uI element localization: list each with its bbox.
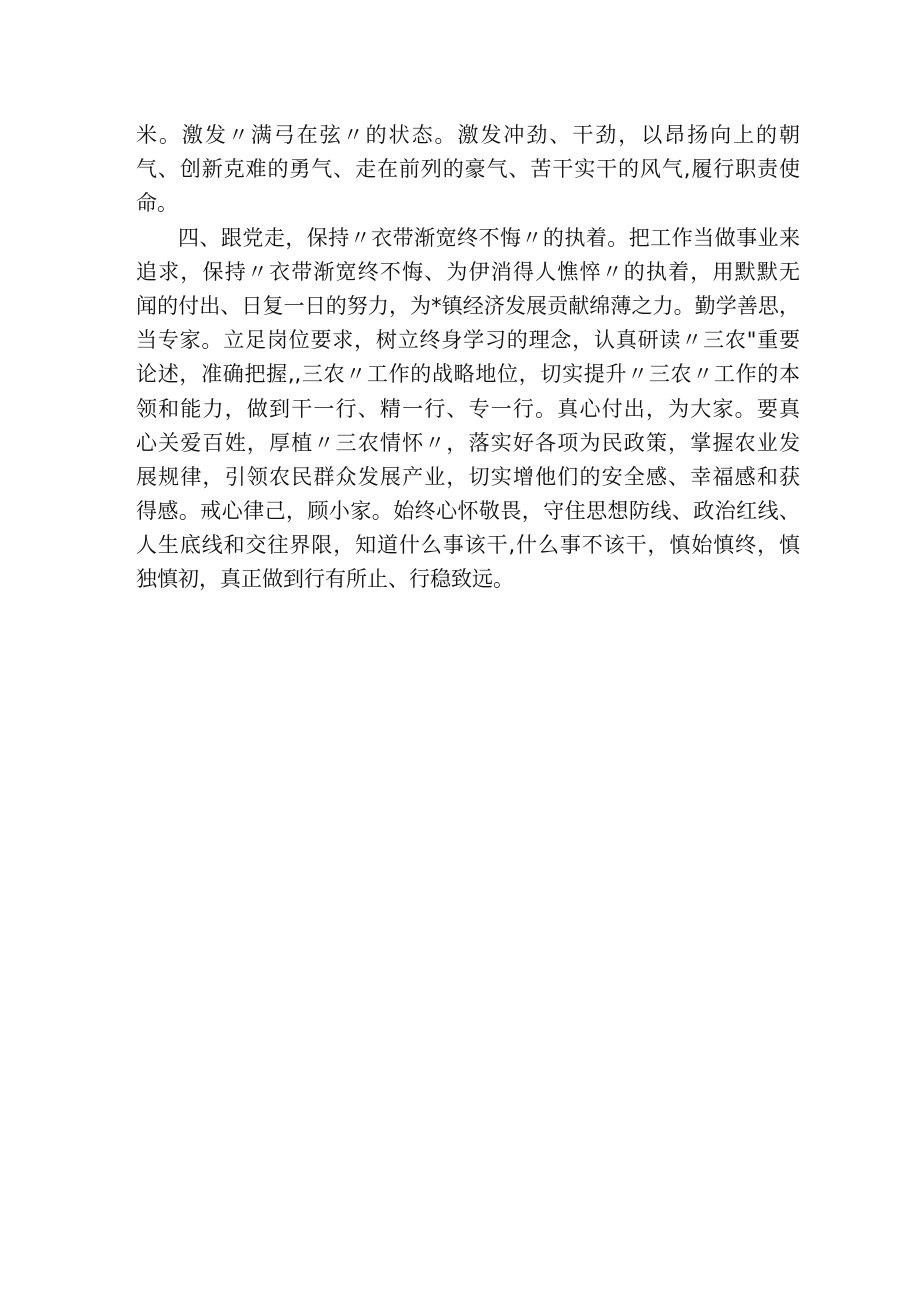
text-line: 论述，准确把握,,三农〃工作的战略地位，切实提升〃三农〃工作的本 [136, 362, 800, 387]
text-line: 追求，保持〃衣带渐宽终不悔、为伊消得人憔悴〃的执着，用默默无 [136, 259, 800, 284]
text-line: 得感。戒心律己，顾小家。始终心怀敬畏，守住思想防线、政治红线、 [136, 499, 800, 524]
text-line: 当专家。立足岗位要求，树立终身学习的理念，认真研读〃三农"重要 [136, 328, 800, 353]
paragraph-first-line: 四、跟党走，保持〃衣带渐宽终不悔〃的执着。把工作当做事业来 [178, 225, 800, 250]
text-line: 心关爱百姓，厚植〃三农情怀〃，落实好各项为民政策，掌握农业发 [136, 430, 800, 455]
text-line: 闻的付出、日复一日的努力，为*镇经济发展贡献绵薄之力。勤学善思， [136, 293, 800, 318]
text-line: 米。激发〃满弓在弦〃的状态。激发冲劲、干劲，以昂扬向上的朝 [136, 123, 800, 147]
text-line: 展规律，引领农民群众发展产业，切实增他们的安全感、幸福感和获 [136, 464, 800, 489]
body-text [136, 118, 800, 597]
text-line: 人生底线和交往界限，知道什么事该干,什么事不该干，慎始慎终，慎 [136, 533, 800, 558]
text-line: 领和能力，做到干一行、精一行、专一行。真心付出，为大家。要真 [136, 396, 800, 421]
text-line: 气、创新克难的勇气、走在前列的豪气、苦干实干的风气,履行职责使 [136, 157, 800, 182]
text-line: 命。 [136, 191, 178, 216]
text-line: 独慎初，真正做到行有所止、行稳致远。 [136, 567, 514, 592]
